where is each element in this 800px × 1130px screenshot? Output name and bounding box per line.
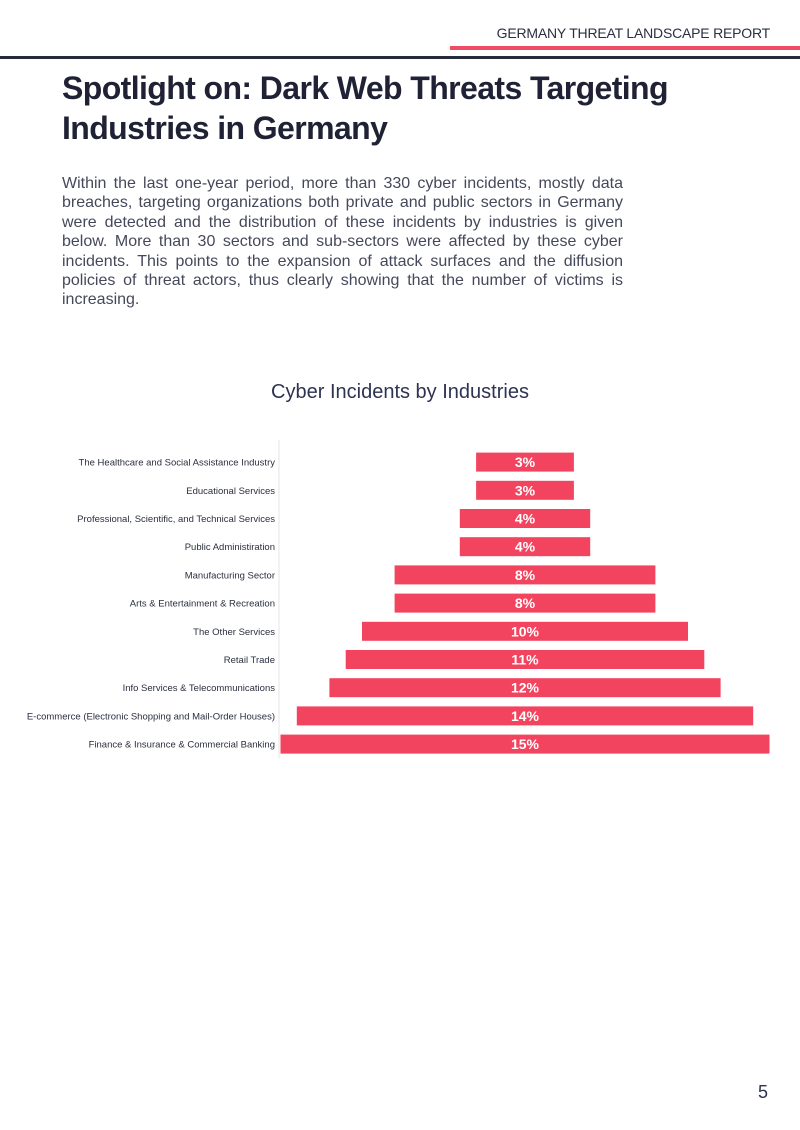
category-label: Retail Trade [223,655,275,666]
category-label: Finance & Insurance & Commercial Banking [88,739,275,751]
bar-value-label: 3% [514,482,536,499]
category-label: The Other Services [193,626,275,638]
category-label: Professional, Scientific, and Technical Services [77,514,275,525]
page-title: Spotlight on: Dark Web Threats Targeting Industries in Germany [62,70,668,146]
category-label: Educational Services [186,485,275,497]
category-label: The Healthcare and Social Assistance Industry [78,457,275,469]
category-label: E-commerce (Electronic Shopping and Mail-Order Houses) [26,711,275,723]
bar-value-label: 3% [514,454,536,471]
bar-value-label: 4% [514,510,536,527]
category-label: Info Services & Telecommunications [122,683,275,695]
category-label: Public Administiration [184,542,275,554]
page-number: 5 [757,1082,768,1102]
bar-value-label: 4% [514,538,536,555]
industry-incidents-chart [0,440,800,760]
bar-value-label: 10% [510,623,540,640]
bar-value-label: 8% [514,595,536,612]
chart-title: Cyber Incidents by Industries [271,381,529,403]
header-rule [0,56,800,59]
bar-value-label: 14% [510,707,540,724]
header-accent-bar [450,46,800,50]
category-label: Manufacturing Sector [184,570,275,582]
category-label: Arts & Entertainment & Recreation [129,598,275,610]
bar-value-label: 11% [511,651,539,668]
bar-value-label: 8% [514,566,536,583]
intro-paragraph: Within the last one-year period, more than 330 cyber incidents, mostly data breaches, targeting organizations both private and public sectors in Germany were detected and the distribution of these incidents by industries is given below. More than 30 sectors and sub-sectors were affected by these cyber incidents. This points to the expansion of attack surfaces and the diffusion policies of threat actors, thus clearly showing that the number of victims is increasing. [62,175,623,309]
bar-value-label: 12% [510,679,540,696]
report-header-title: GERMANY THREAT LANDSCAPE REPORT [496,25,770,41]
bar-value-label: 15% [510,736,540,753]
